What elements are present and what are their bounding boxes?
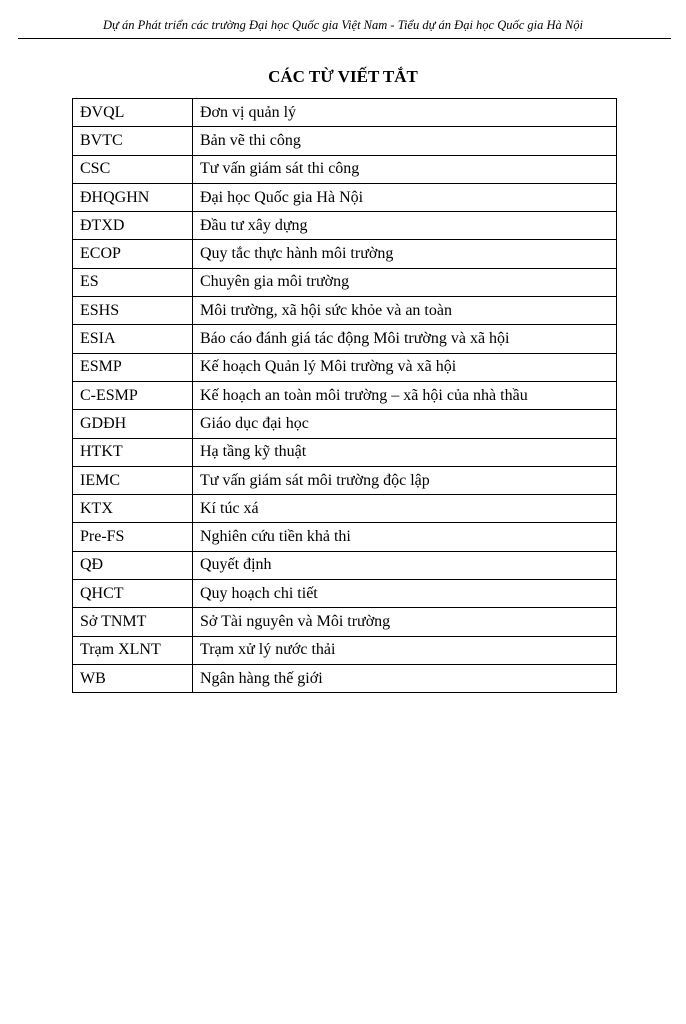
abbreviation-code: Trạm XLNT bbox=[73, 636, 193, 664]
abbreviation-code: ĐVQL bbox=[73, 99, 193, 127]
table-row bbox=[73, 636, 617, 664]
abbreviation-code: ĐTXD bbox=[73, 212, 193, 240]
abbreviation-code: ECOP bbox=[73, 240, 193, 268]
abbreviation-code: ĐHQGHN bbox=[73, 183, 193, 211]
abbreviations-table-body bbox=[73, 99, 617, 693]
abbreviation-meaning: Quy hoạch chi tiết bbox=[193, 580, 617, 608]
table-row bbox=[73, 99, 617, 127]
table-row bbox=[73, 268, 617, 296]
abbreviation-code: HTKT bbox=[73, 438, 193, 466]
abbreviations-table bbox=[72, 98, 617, 693]
abbreviation-code: ESIA bbox=[73, 325, 193, 353]
table-row bbox=[73, 127, 617, 155]
abbreviation-code: IEMC bbox=[73, 466, 193, 494]
abbreviation-meaning: Giáo dục đại học bbox=[193, 410, 617, 438]
abbreviation-meaning: Bản vẽ thi công bbox=[193, 127, 617, 155]
abbreviation-meaning: Báo cáo đánh giá tác động Môi trường và xã hội bbox=[193, 325, 617, 353]
abbreviation-code: Sở TNMT bbox=[73, 608, 193, 636]
table-row bbox=[73, 523, 617, 551]
table-row bbox=[73, 297, 617, 325]
abbreviation-code: QHCT bbox=[73, 580, 193, 608]
table-row bbox=[73, 608, 617, 636]
abbreviation-code: Pre-FS bbox=[73, 523, 193, 551]
abbreviation-code: CSC bbox=[73, 155, 193, 183]
table-row bbox=[73, 155, 617, 183]
page-header: Dự án Phát triển các trường Đại học Quốc gia Việt Nam - Tiểu dự án Đại học Quốc gia Hà Nội bbox=[103, 18, 583, 32]
abbreviation-code: C-ESMP bbox=[73, 381, 193, 409]
table-row bbox=[73, 240, 617, 268]
page-title: CÁC TỪ VIẾT TẮT bbox=[268, 67, 418, 86]
abbreviation-meaning: Quy tắc thực hành môi trường bbox=[193, 240, 617, 268]
abbreviation-meaning: Tư vấn giám sát thi công bbox=[193, 155, 617, 183]
abbreviation-meaning: Hạ tầng kỹ thuật bbox=[193, 438, 617, 466]
abbreviation-meaning: Quyết định bbox=[193, 551, 617, 579]
abbreviation-meaning: Đơn vị quản lý bbox=[193, 99, 617, 127]
table-row bbox=[73, 551, 617, 579]
abbreviation-code: BVTC bbox=[73, 127, 193, 155]
abbreviation-meaning: Môi trường, xã hội sức khỏe và an toàn bbox=[193, 297, 617, 325]
table-row bbox=[73, 353, 617, 381]
abbreviation-code: ES bbox=[73, 268, 193, 296]
abbreviation-meaning: Nghiên cứu tiền khả thi bbox=[193, 523, 617, 551]
header-divider bbox=[18, 38, 671, 39]
table-row bbox=[73, 410, 617, 438]
abbreviation-meaning: Trạm xử lý nước thải bbox=[193, 636, 617, 664]
table-row bbox=[73, 381, 617, 409]
abbreviation-code: WB bbox=[73, 664, 193, 692]
abbreviation-meaning: Tư vấn giám sát môi trường độc lập bbox=[193, 466, 617, 494]
abbreviation-meaning: Kế hoạch Quản lý Môi trường và xã hội bbox=[193, 353, 617, 381]
abbreviation-meaning: Đại học Quốc gia Hà Nội bbox=[193, 183, 617, 211]
table-row bbox=[73, 212, 617, 240]
abbreviation-meaning: Đầu tư xây dựng bbox=[193, 212, 617, 240]
table-row bbox=[73, 580, 617, 608]
abbreviation-meaning: Sở Tài nguyên và Môi trường bbox=[193, 608, 617, 636]
table-row bbox=[73, 183, 617, 211]
abbreviation-meaning: Ngân hàng thế giới bbox=[193, 664, 617, 692]
abbreviation-code: QĐ bbox=[73, 551, 193, 579]
table-row bbox=[73, 664, 617, 692]
abbreviation-code: ESMP bbox=[73, 353, 193, 381]
table-row bbox=[73, 466, 617, 494]
table-row bbox=[73, 325, 617, 353]
abbreviation-code: GDĐH bbox=[73, 410, 193, 438]
abbreviation-meaning: Kí túc xá bbox=[193, 495, 617, 523]
table-row bbox=[73, 438, 617, 466]
abbreviation-code: KTX bbox=[73, 495, 193, 523]
abbreviation-meaning: Kế hoạch an toàn môi trường – xã hội của nhà thầu bbox=[193, 381, 617, 409]
table-row bbox=[73, 495, 617, 523]
abbreviation-code: ESHS bbox=[73, 297, 193, 325]
abbreviation-meaning: Chuyên gia môi trường bbox=[193, 268, 617, 296]
